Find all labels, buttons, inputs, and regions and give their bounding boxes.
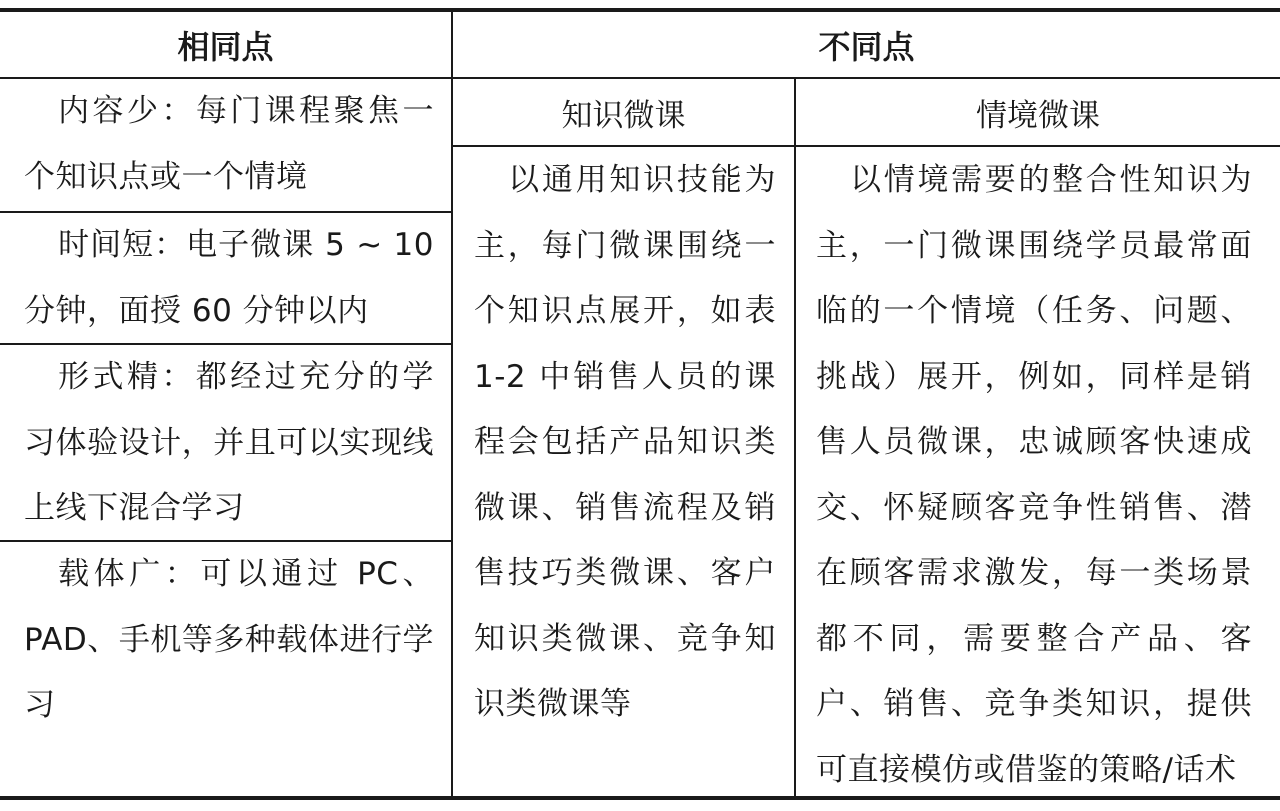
subheader-knowledge: 知识微课 xyxy=(561,97,686,134)
header-diff: 不同点 xyxy=(818,27,915,66)
same-point-carrier: 载体广：可以通过 PC、PAD、手机等多种载体进行学习 xyxy=(24,556,434,723)
same-point-content: 内容少：每门课程聚焦一个知识点或一个情境 xyxy=(24,93,434,195)
column-divider-2 xyxy=(794,78,796,798)
subheader-divider xyxy=(452,145,1280,147)
knowledge-microcourse-text: 以通用知识技能为主，每门微课围绕一个知识点展开，如表 1-2 中销售人员的课程会包括产品知识类微课、销售流程及销售技巧类微课、客户知识类微课、竞争知识类微课等 xyxy=(474,162,776,722)
header-same: 相同点 xyxy=(177,27,274,66)
subheader-situation: 情境微课 xyxy=(976,97,1100,134)
same-point-form: 形式精：都经过充分的学习体验设计，并且可以实现线上线下混合学习 xyxy=(24,359,434,526)
situation-microcourse-text: 以情境需要的整合性知识为主，一门微课围绕学员最常面临的一个情境（任务、问题、挑战）展开，例如，同样是销售人员微课，忠诚顾客快速成交、怀疑顾客竞争性销售、潜在顾客需求激发，每一类场景都不同，需要整合产品、客户、销售、竞争类知识，提供可直接模仿或借鉴的策略/话术 xyxy=(816,162,1252,788)
same-point-time: 时间短：电子微课 5 ~ 10 分钟，面授 60 分钟以内 xyxy=(24,227,434,329)
